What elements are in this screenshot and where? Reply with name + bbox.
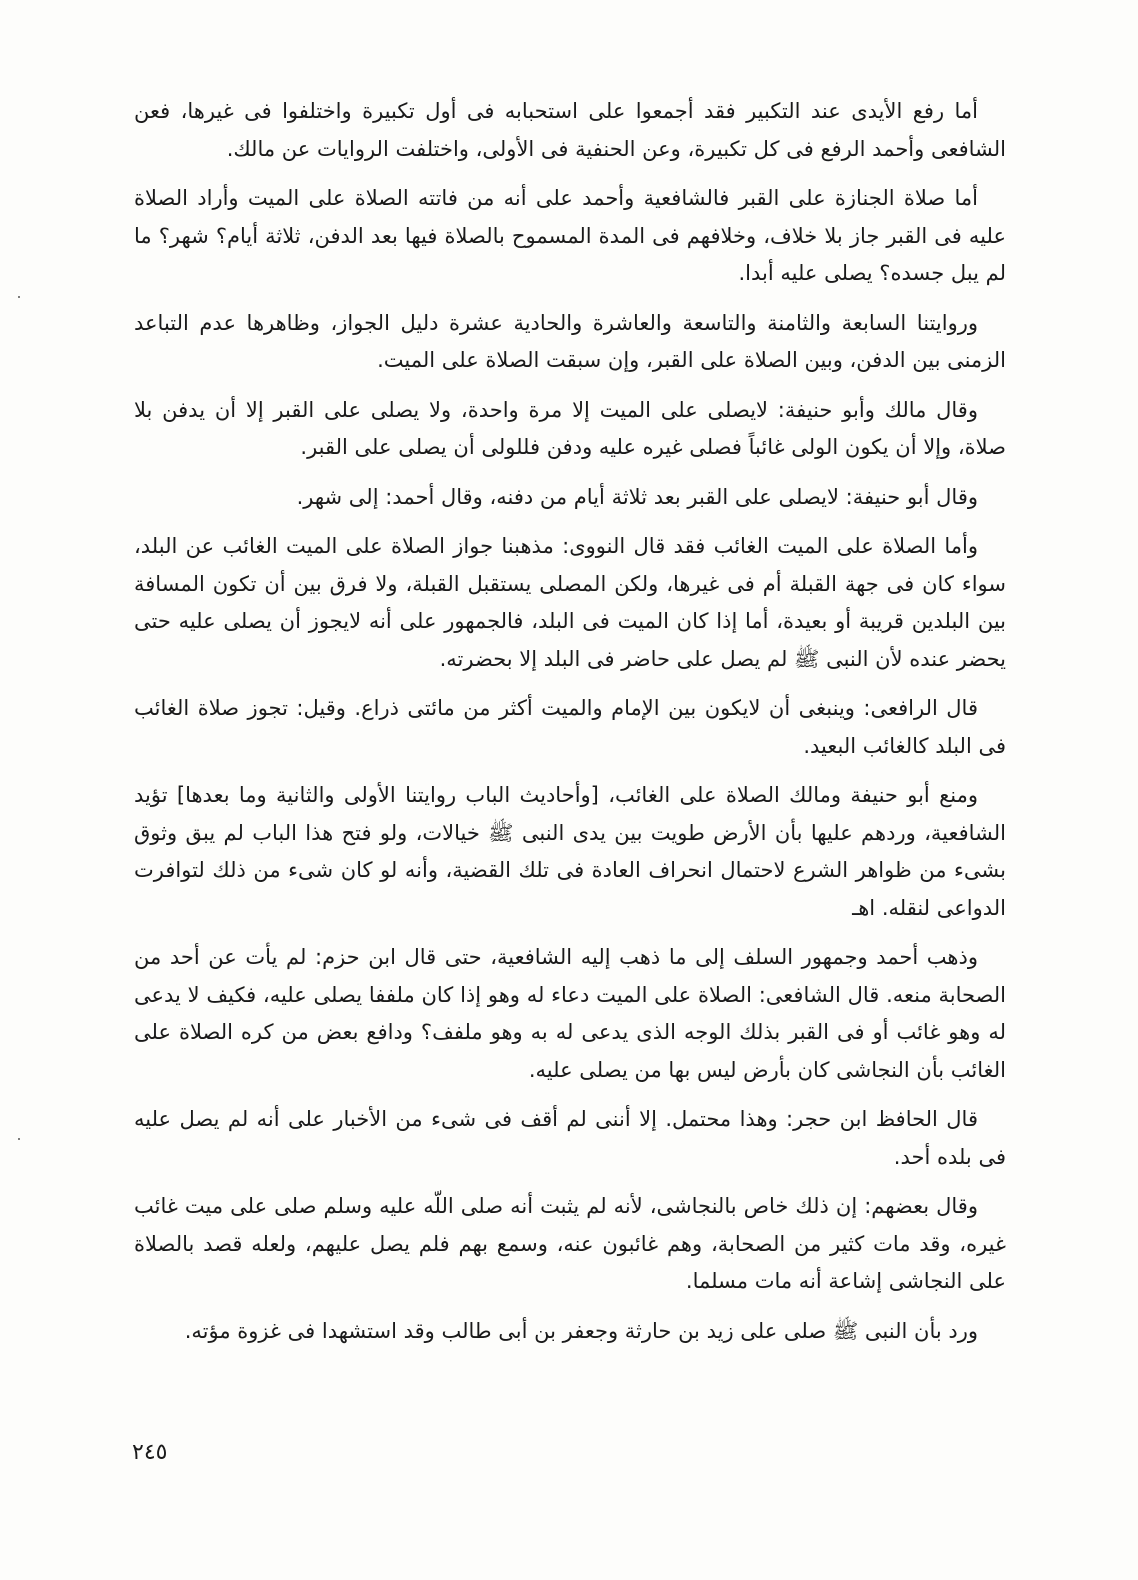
paragraph-8: ومنع أبو حنيفة ومالك الصلاة على الغائب، [وأحاديث الباب روايتنا الأولى والثانية وما بعدها] تؤيد الشافعية، وردهم عليها بأن الأرض طويت بين يدى النبى ﷺ خيالات، ولو فتح هذا الباب لم يبق وثوق بشىء من ظواهر الشرع لاحتمال انحراف العادة فى تلك القضية، وأنه لو كان شىء من ذلك لتوافرت الدواعى لنقله. اهـ [134, 783, 1006, 920]
paragraph-12: ورد بأن النبى ﷺ صلى على زيد بن حارثة وجعفر بن أبى طالب وقد استشهدا فى غزوة مؤته. [184, 1318, 978, 1343]
paragraph-1: أما رفع الأيدى عند التكبير فقد أجمعوا على استحبابه فى أول تكبيرة واختلفوا فى غيرها، فعن الشافعى وأحمد الرفع فى كل تكبيرة، وعن الحنفية فى الأولى، واختلفت الروايات عن مالك. [134, 99, 1006, 161]
paragraph-9: وذهب أحمد وجمهور السلف إلى ما ذهب إليه الشافعية، حتى قال ابن حزم: لم يأت عن أحد من الصحابة منعه. قال الشافعى: الصلاة على الميت دعاء له وهو إذا كان ملففا يصلى عليه، فكيف لا يدعى له وهو غائب أو فى القبر بذلك الوجه الذى يدعى له به وهو ملفف؟ ودافع بعض من كره الصلاة على الغائب بأن النجاشى كان بأرض ليس بها من يصلى عليه. [134, 945, 1006, 1082]
margin-mark [18, 296, 20, 298]
margin-mark [18, 1138, 20, 1140]
paragraph-5: وقال أبو حنيفة: لايصلى على القبر بعد ثلاثة أيام من دفنه، وقال أحمد: إلى شهر. [296, 484, 978, 509]
paragraph-3: وروايتنا السابعة والثامنة والتاسعة والعاشرة والحادية عشرة دليل الجواز، وظاهرها عدم التباعد الزمنى بين الدفن، وبين الصلاة على القبر، وإن سبقت الصلاة على الميت. [134, 310, 1006, 372]
paragraph-6: وأما الصلاة على الميت الغائب فقد قال النووى: مذهبنا جواز الصلاة على الميت الغائب عن البلد، سواء كان فى جهة القبلة أم فى غيرها، ولكن المصلى يستقبل القبلة، ولا فرق بين أن تكون المسافة بين البلدين قريبة أو بعيدة، أما إذا كان الميت فى البلد، فالجمهور على أنه لايجوز أن يصلى عليه حتى يحضر عنده لأن النبى ﷺ لم يصل على حاضر فى البلد إلا بحضرته. [134, 534, 1006, 671]
paragraph-10: قال الحافظ ابن حجر: وهذا محتمل. إلا أننى لم أقف فى شىء من الأخبار على أنه لم يصل عليه فى بلده أحد. [134, 1107, 1006, 1169]
page-number: ٢٤٥ [132, 1440, 168, 1465]
body-text [134, 93, 1006, 1362]
paragraph-2: أما صلاة الجنازة على القبر فالشافعية وأحمد على أنه من فاتته الصلاة على الميت وأراد الصلاة عليه فى القبر جاز بلا خلاف، وخلافهم فى المدة المسموح بالصلاة فيها بعد الدفن، ثلاثة أيام؟ شهر؟ ما لم يبل جسده؟ يصلى عليه أبدا. [134, 186, 1006, 285]
paragraph-11: وقال بعضهم: إن ذلك خاص بالنجاشى، لأنه لم يثبت أنه صلى اللّه عليه وسلم صلى على ميت غائب غيره، وقد مات كثير من الصحابة، وهم غائبون عنه، وسمع بهم فلم يصل عليهم، ولعله قصد بالصلاة على النجاشى إشاعة أنه مات مسلما. [134, 1194, 1006, 1293]
paragraph-7: قال الرافعى: وينبغى أن لايكون بين الإمام والميت أكثر من مائتى ذراع. وقيل: تجوز صلاة الغائب فى البلد كالغائب البعيد. [134, 696, 1006, 758]
paragraph-4: وقال مالك وأبو حنيفة: لايصلى على الميت إلا مرة واحدة، ولا يصلى على القبر إلا أن يدفن بلا صلاة، وإلا أن يكون الولى غائباً فصلى غيره عليه ودفن فللولى أن يصلى على القبر. [134, 397, 1006, 459]
